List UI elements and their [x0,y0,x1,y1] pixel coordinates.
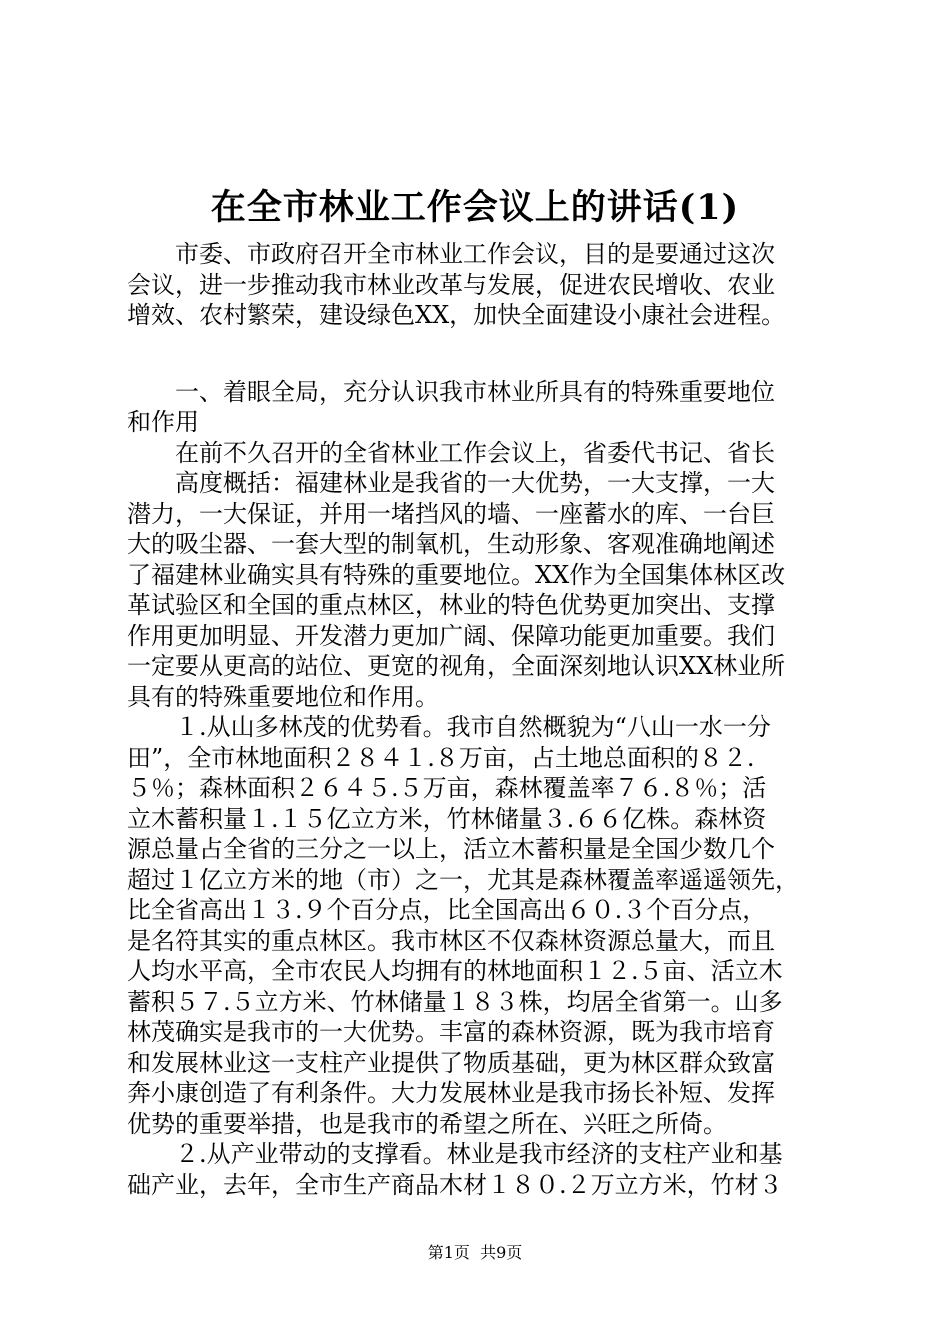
text-line: 大的吸尘器、一套大型的制氧机，生动形象、客观准确地阐述 [127,530,775,558]
text-line: 高度概括：福建林业是我省的一大优势，一大支撑，一大 [127,469,775,497]
text-line: 潜力，一大保证，并用一堵挡风的墙、一座蓄水的库、一台巨 [127,499,775,528]
text-line: 在前不久召开的全省林业工作会议上，省委代书记、省长 [127,438,775,467]
text-line: 础产业，去年，全市生产商品木材１８０.２万立方米，竹材３ [127,1170,783,1199]
page-number-footer: 第1页 共9页 [427,1243,523,1262]
text-line: 作用更加明显、开发潜力更加广阔、保障功能更加重要。我们 [127,621,775,650]
text-line: 立木蓄积量１.１５亿立方米，竹林储量３.６６亿株。森林资 [127,804,767,833]
text-line: ５％；森林面积２６４５.５万亩，森林覆盖率７６.８％；活 [127,774,767,802]
text-line: 比全省高出１３.９个百分点，比全国高出６０.３个百分点， [127,896,767,924]
paragraph-gap [127,331,847,377]
document-title: 在全市林业工作会议上的讲话(1) [210,187,740,228]
text-line: 源总量占全省的三分之一以上，活立木蓄积量是全国少数几个 [127,835,775,863]
paragraph-province-meeting [127,438,847,713]
text-line: 一定要从更高的站位、更宽的视角，全面深刻地认识XX林业所 [127,652,786,680]
text-line: 了福建林业确实具有特殊的重要地位。XX作为全国集体林区改 [127,560,786,589]
text-line: 会议，进一步推动我市林业改革与发展，促进农民增收、农业 [127,270,775,299]
text-line: 林茂确实是我市的一大优势。丰富的森林资源，既为我市培育 [127,1018,775,1046]
text-line: 优势的重要举措，也是我市的希望之所在、兴旺之所倚。 [127,1109,727,1138]
paragraph-industry-support [127,1139,847,1200]
text-line: ２.从产业带动的支撑看。林业是我市经济的支柱产业和基 [127,1140,783,1168]
text-line: １.从山多林茂的优势看。我市自然概貌为“八山一水一分 [127,713,771,741]
section-heading [127,377,847,438]
text-line: 和发展林业这一支柱产业提供了物质基础，更为林区群众致富 [127,1048,775,1077]
text-line: 人均水平高，全市农民人均拥有的林地面积１２.５亩、活立木 [127,957,783,985]
text-line: 超过１亿立方米的地（市）之一，尤其是森林覆盖率遥遥领先， [127,865,799,894]
document-body [127,239,847,1200]
text-line: 奔小康创造了有利条件。大力发展林业是我市扬长补短、发挥 [127,1079,775,1107]
text-line: 蓄积５７.５立方米、竹林储量１８３株，均居全省第一。山多 [127,987,783,1016]
text-line: 增效、农村繁荣，建设绿色XX，加快全面建设小康社会进程。 [127,301,786,329]
text-line: 田”，全市林地面积２８４１.８万亩，占土地总面积的８２. [127,743,755,772]
text-line: 具有的特殊重要地位和作用。 [127,682,439,711]
text-line: 和作用 [127,408,199,436]
text-line: 一、着眼全局，充分认识我市林业所具有的特殊重要地位 [127,377,775,406]
text-line: 革试验区和全国的重点林区，林业的特色优势更加突出、支撑 [127,591,775,619]
text-line: 市委、市政府召开全市林业工作会议，目的是要通过这次 [127,240,775,268]
text-line: 是名符其实的重点林区。我市林区不仅森林资源总量大，而且 [127,926,775,955]
paragraph-intro [127,239,847,331]
paragraph-forest-advantage [127,712,847,1139]
